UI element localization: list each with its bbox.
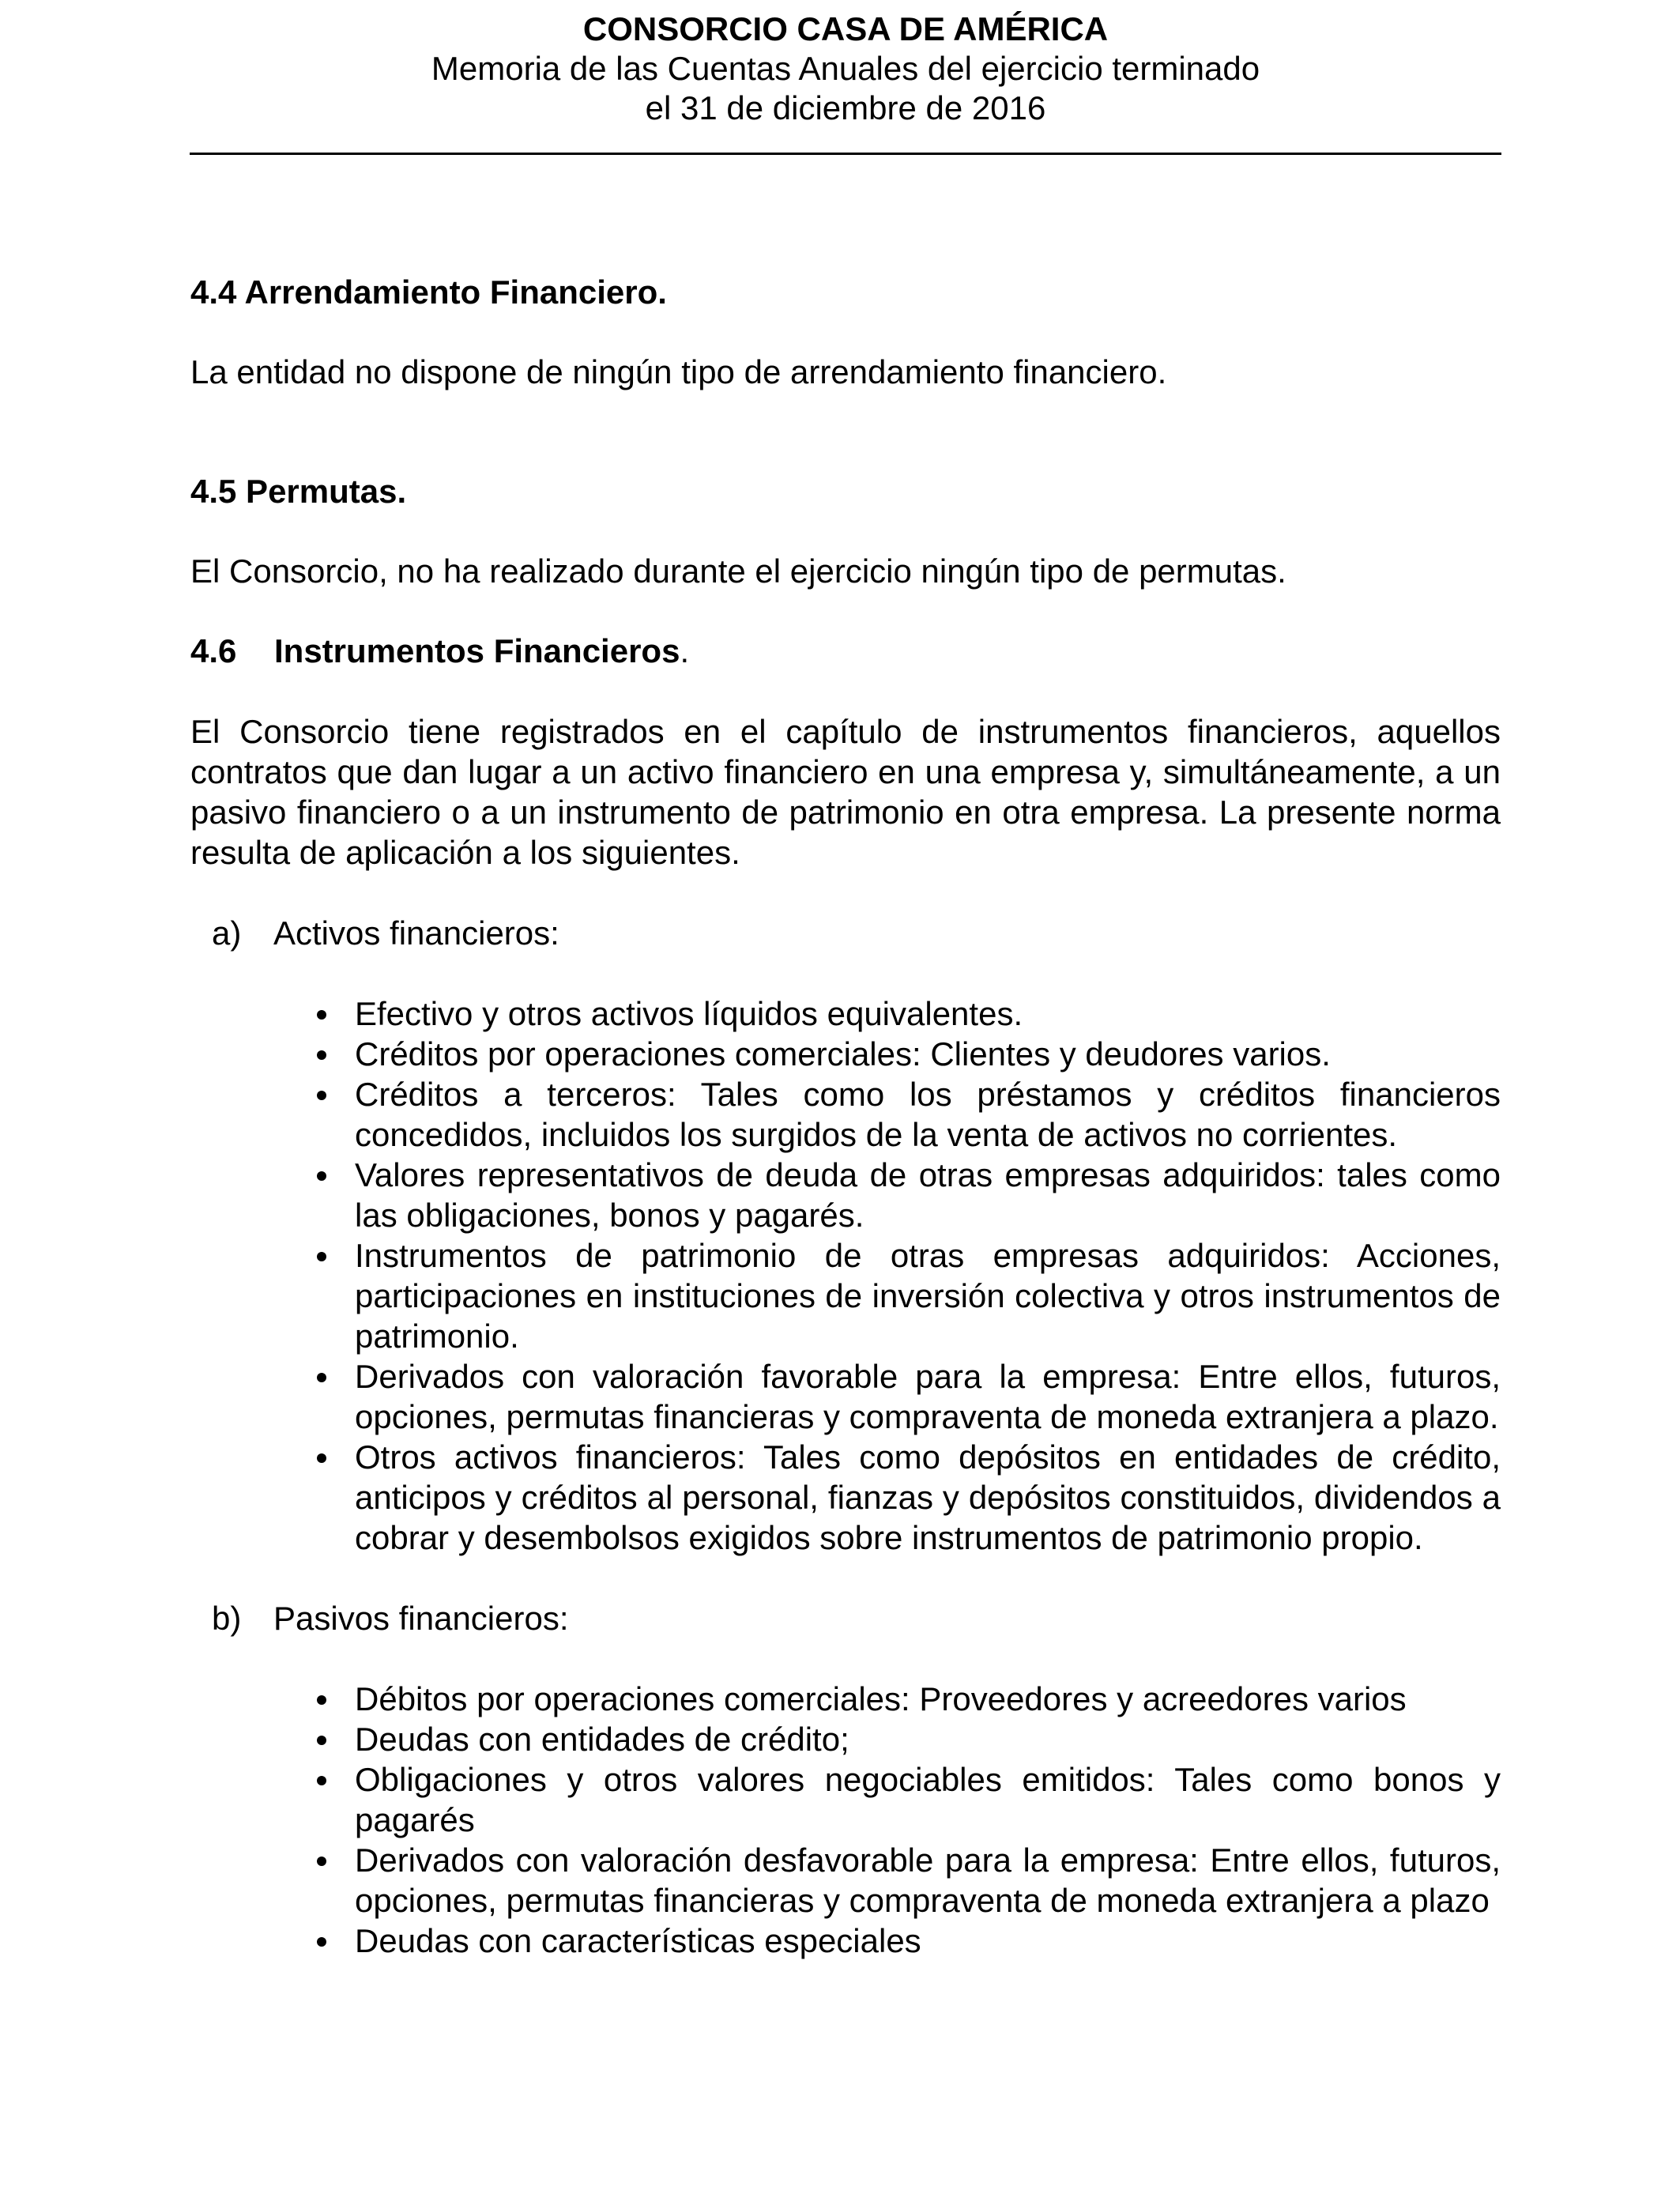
subsection-title: Activos financieros:	[273, 914, 559, 952]
list-item	[190, 1719, 1501, 1759]
bullet-icon	[317, 1695, 326, 1705]
section-4-6-text: El Consorcio tiene registrados en el capítulo de instrumentos financieros, aquellos contratos que dan lugar a un activo financiero en una empresa y, simultáneamente, a un pasivo financiero o a un instrumento de patrimonio en otra empresa. La presente norma resulta de aplicación a los siguientes.	[190, 713, 1501, 871]
bullet-icon	[317, 1171, 326, 1181]
subsection-title: Pasivos financieros:	[273, 1600, 569, 1637]
company-name: CONSORCIO CASA DE AMÉRICA	[582, 10, 1109, 47]
list-item-text: Deudas con características especiales	[355, 1922, 921, 1959]
subsection-a-label	[190, 913, 1501, 953]
list-item	[190, 1235, 1501, 1356]
list-item	[190, 1074, 1501, 1155]
list-item-text: Deudas con entidades de crédito;	[355, 1721, 849, 1758]
list-item	[190, 1759, 1501, 1840]
financial-liabilities-list	[190, 1679, 1501, 1961]
list-item-text: Créditos a terceros: Tales como los préstamos y créditos financieros concedidos, incluidos los surgidos de la venta de activos no corrientes.	[355, 1076, 1501, 1153]
bullet-icon	[317, 1091, 326, 1100]
header-divider	[190, 153, 1501, 155]
list-item-text: Derivados con valoración favorable para la empresa: Entre ellos, futuros, opciones, permutas financieras y compraventa de moneda extranjera a plazo.	[355, 1358, 1501, 1435]
bullet-icon	[317, 1857, 326, 1866]
list-item-text: Valores representativos de deuda de otras empresas adquiridos: tales como las obligaciones, bonos y pagarés.	[355, 1156, 1501, 1234]
page-header	[190, 9, 1501, 128]
bullet-icon	[317, 1776, 326, 1785]
bullet-icon	[317, 1736, 326, 1745]
list-item	[190, 1437, 1501, 1558]
section-4-4-title: 4.4 Arrendamiento Financiero.	[190, 273, 667, 311]
list-item-text: Otros activos financieros: Tales como depósitos en entidades de crédito, anticipos y créditos al personal, fianzas y depósitos constituidos, dividendos a cobrar y desembolsos exigidos sobre instrumentos de patrimonio propio.	[355, 1438, 1501, 1556]
list-item-text: Obligaciones y otros valores negociables emitidos: Tales como bonos y pagarés	[355, 1761, 1501, 1838]
bullet-icon	[317, 1453, 326, 1463]
section-4-5-text: El Consorcio, no ha realizado durante el ejercicio ningún tipo de permutas.	[190, 552, 1286, 590]
subsection-letter: a)	[212, 914, 242, 952]
bullet-icon	[317, 1937, 326, 1947]
list-item	[190, 1921, 1501, 1961]
list-item	[190, 1356, 1501, 1437]
list-item-text: Créditos por operaciones comerciales: Clientes y deudores varios.	[355, 1035, 1331, 1072]
list-item	[190, 1034, 1501, 1074]
financial-assets-list	[190, 993, 1501, 1558]
list-item-text: Instrumentos de patrimonio de otras empresas adquiridos: Acciones, participaciones en instituciones de inversión colectiva y otros instrumentos de patrimonio.	[355, 1237, 1501, 1355]
report-title-line1: Memoria de las Cuentas Anuales del ejercicio terminado	[431, 50, 1260, 87]
list-item-text: Derivados con valoración desfavorable para la empresa: Entre ellos, futuros, opciones, permutas financieras y compraventa de moneda extranjera a plazo	[355, 1842, 1501, 1919]
section-4-5-title: 4.5 Permutas.	[190, 473, 407, 510]
list-item	[190, 1679, 1501, 1719]
list-item	[190, 993, 1501, 1034]
section-title-text: Instrumentos Financieros	[274, 632, 680, 669]
section-4-6-title	[190, 631, 1501, 671]
bullet-icon	[317, 1010, 326, 1020]
list-item	[190, 1840, 1501, 1921]
report-title-line2: el 31 de diciembre de 2016	[645, 89, 1046, 126]
bullet-icon	[317, 1050, 326, 1060]
list-item-text: Débitos por operaciones comerciales: Proveedores y acreedores varios	[355, 1680, 1407, 1717]
document-body	[190, 272, 1501, 1961]
list-item-text: Efectivo y otros activos líquidos equivalentes.	[355, 995, 1023, 1032]
bullet-icon	[317, 1373, 326, 1382]
bullet-icon	[317, 1252, 326, 1261]
subsection-b-label	[190, 1598, 1501, 1638]
section-number: 4.6	[190, 632, 237, 669]
section-4-4-text: La entidad no dispone de ningún tipo de arrendamiento financiero.	[190, 353, 1167, 390]
section-title-period: .	[680, 632, 690, 669]
subsection-letter: b)	[212, 1600, 242, 1637]
list-item	[190, 1155, 1501, 1235]
